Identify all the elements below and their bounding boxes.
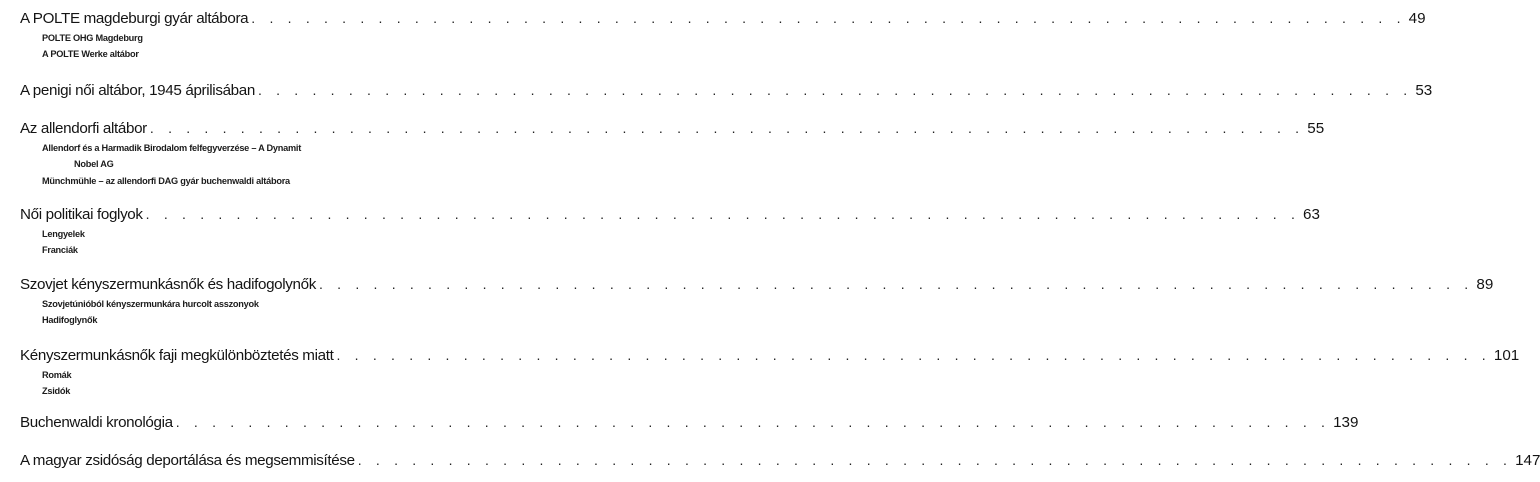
dot-leader: . . . . . . . . . . . . . . . . . . . . . . . . . . . . . . . . . . . . . . . . . . . . . . . . . . . . . . . . . . . . . . . . [257,82,1413,98]
toc-subentry: Hadifoglynők [42,315,98,326]
toc-entry-page: 147 [1515,452,1540,469]
toc-entry-title: A magyar zsidóság deportálása és megsemmisítése [20,452,355,469]
toc-subentry: Lengyelek [42,229,85,239]
toc-entry-polte [20,8,1426,63]
toc-subentry: POLTE OHG Magdeburg [42,33,143,43]
dot-leader: . . . . . . . . . . . . . . . . . . . . . . . . . . . . . . . . . . . . . . . . . . . . . . . . . . . . . . . . . . . . . . . . [149,120,1305,136]
dot-leader: . . . . . . . . . . . . . . . . . . . . . . . . . . . . . . . . . . . . . . . . . . . . . . . . . . . . . . . . . . . . . . . . [357,452,1513,468]
toc-entry-racial-discrimination [20,345,1520,400]
toc-subentry: Franciák [42,245,78,256]
toc-entry-line [20,274,1494,295]
toc-entry-page: 139 [1333,414,1359,431]
toc-entry-allendorf [20,118,1325,189]
toc-entry-title: A POLTE magdeburgi gyár altábora [20,10,249,27]
toc-entry-title: Buchenwaldi kronológia [20,414,173,431]
toc-entry-title: Kényszermunkásnők faji megkülönböztetés miatt [20,347,334,364]
toc-entry-title: A penigi női altábor, 1945 áprilisában [20,82,255,99]
toc-entry-line [20,204,1320,225]
toc-subentries [42,226,416,259]
dot-leader: . . . . . . . . . . . . . . . . . . . . . . . . . . . . . . . . . . . . . . . . . . . . . . . . . . . . . . . . . . . . . . . . [175,414,1331,430]
table-of-contents [20,0,1540,482]
toc-entry-buchenwald-chronology [20,412,1359,433]
toc-entry-line [20,118,1325,139]
toc-entry-page: 49 [1408,10,1426,27]
toc-entry-line [20,80,1433,101]
toc-entry-penig [20,80,1433,101]
toc-subentry: Szovjetúnióból kényszermunkára hurcolt asszonyok [42,299,259,309]
toc-entry-political-prisoners [20,204,1320,259]
toc-subentry-continuation: Nobel AG [74,159,114,170]
toc-entry-title: Női politikai foglyok [20,206,143,223]
toc-subentry: Romák [42,370,72,380]
toc-entry-line [20,412,1359,433]
toc-subentries [42,140,416,189]
dot-leader: . . . . . . . . . . . . . . . . . . . . . . . . . . . . . . . . . . . . . . . . . . . . . . . . . . . . . . . . . . . . . . . . [145,206,1301,222]
toc-entry-hungarian-deportation [20,450,1540,471]
toc-entry-page: 53 [1415,82,1433,99]
toc-subentry: Zsidók [42,386,71,397]
dot-leader: . . . . . . . . . . . . . . . . . . . . . . . . . . . . . . . . . . . . . . . . . . . . . . . . . . . . . . . . . . . . . . . . [251,10,1406,26]
toc-entry-page: 63 [1303,206,1320,223]
toc-subentries [42,367,416,400]
toc-subentry: Münchmühle – az allendorfi DAG gyár buchenwaldi altábora [42,175,290,186]
dot-leader: . . . . . . . . . . . . . . . . . . . . . . . . . . . . . . . . . . . . . . . . . . . . . . . . . . . . . . . . . . . . . . . . [318,276,1474,292]
toc-subentries [42,296,416,329]
toc-entry-page: 55 [1307,120,1325,137]
toc-entry-soviet-forced-labourers [20,274,1494,329]
toc-entry-line [20,345,1520,366]
toc-entry-line [20,8,1426,29]
toc-subentries [42,30,416,63]
toc-subentry: Allendorf és a Harmadik Birodalom felfegyverzése – A Dynamit [42,143,302,153]
dot-leader: . . . . . . . . . . . . . . . . . . . . . . . . . . . . . . . . . . . . . . . . . . . . . . . . . . . . . . . . . . . . . . . . [336,347,1491,363]
toc-entry-title: Az allendorfi altábor [20,120,147,137]
toc-subentry: A POLTE Werke altábor [42,49,139,60]
toc-entry-page: 101 [1493,347,1520,364]
toc-entry-line [20,450,1540,471]
toc-entry-page: 89 [1476,276,1494,293]
toc-entry-title: Szovjet kényszermunkásnők és hadifogolynők [20,276,316,293]
